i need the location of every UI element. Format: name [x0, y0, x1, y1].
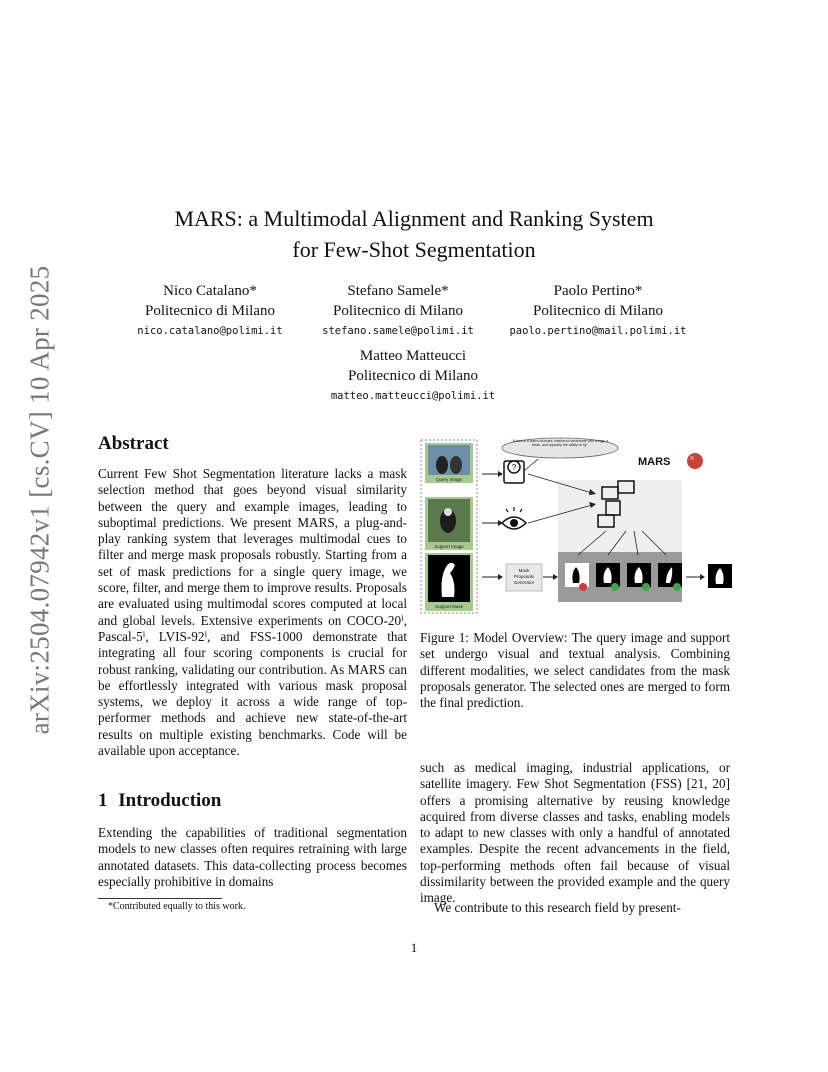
- accept-icon: [642, 583, 650, 591]
- title-line-2: for Few-Shot Segmentation: [292, 237, 536, 262]
- figure-caption: Figure 1: Model Overview: The query image and support set undergo visual and textual analysis. Combining different modalities, we select candidates from the mask proposals generator. The selected ones are merged to form the final prediction.: [420, 630, 730, 711]
- arxiv-text: arXiv:2504.07942v1 [cs.CV] 10 Apr 2025: [24, 265, 55, 735]
- author-affiliation: Politecnico di Milano: [333, 303, 463, 319]
- query-image-label: Query Image: [435, 477, 463, 482]
- accept-icon: [611, 583, 619, 591]
- title-line-1: MARS: a Multimodal Alignment and Ranking System: [174, 206, 654, 231]
- arxiv-identifier: [20, 260, 60, 740]
- author-1: [115, 281, 305, 341]
- query-image: [428, 445, 470, 475]
- introduction-body: Extending the capabilities of traditional segmentation models to new classes often requires retraining with large annotated datasets. This data-collecting process becomes especially prohibitive in domains: [98, 825, 407, 889]
- reject-icon: [579, 583, 587, 591]
- author-affiliation: Politecnico di Milano: [145, 303, 275, 319]
- footnote-rule: [98, 898, 222, 899]
- author-email[interactable]: stefano.samele@polimi.it: [322, 325, 474, 337]
- author-name: Stefano Samele*: [347, 283, 449, 299]
- mask-candidate: [627, 563, 651, 591]
- svg-text:?: ?: [511, 463, 517, 472]
- author-email[interactable]: matteo.matteucci@polimi.it: [330, 390, 496, 402]
- support-mask-label: Support Mask: [435, 604, 463, 609]
- right-column-text-2: We contribute to this research field by present-: [434, 900, 681, 915]
- introduction-heading: 1 Introduction: [98, 790, 222, 811]
- right-column-text: such as medical imaging, industrial applications, or satellite imagery. Few Shot Segmentation (FSS) [21, 20] offers a promising alternative by reusing knowledge acquired from diverse classes and tasks, enabling models to adapt to new classes with only a handful of annotated examples. Despite the recent advancements in the field, top-performing methods often fail because of visual dissimilarity between the provided example and the query image.: [420, 760, 730, 906]
- abstract-heading: Abstract: [98, 433, 169, 454]
- author-name: Matteo Matteucci: [359, 348, 467, 364]
- author-2: [303, 281, 493, 341]
- figure-1-overview: [420, 437, 740, 617]
- mask-candidate: [658, 563, 682, 591]
- bubble-text: "A bird is a warm-blooded, feathered vertebrate with wings, a beak, and typically the ability to fly": [511, 439, 609, 448]
- support-image-label: Support Image: [434, 544, 464, 549]
- mars-planet-icon: [687, 453, 703, 469]
- svg-text:Generator: Generator: [513, 580, 535, 585]
- paper-title: [100, 203, 728, 265]
- abstract-body: Current Few Shot Segmentation literature lacks a mask selection method that goes beyond visual similarity between the query and example images, leading to suboptimal predictions. We present MARS, a plug-and-play ranking system that leverages multimodal cues to filter and merge mask proposals robustly. Starting from a set of mask predictions for a single query image, we score, filter, and merge them to improve results. Proposals are evaluated using multimodal scores computed at local and global levels. Extensive experiments on COCO-20ⁱ, Pascal-5ⁱ, LVIS-92ⁱ, and FSS-1000 demonstrate that integrating all four scoring components is crucial for robust ranking, validating our contribution. As MARS can be effortlessly integrated with various mask proposal systems, we deploy it across a wide range of top-performer methods and achieve new state-of-the-art results on multiple existing benchmarks. Code will be available upon acceptance.: [98, 466, 407, 759]
- page-number: 1: [410, 940, 418, 955]
- eye-icon: [502, 507, 526, 529]
- accept-icon: [673, 583, 681, 591]
- puffin-icon: [436, 456, 448, 474]
- author-affiliation: Politecnico di Milano: [533, 303, 663, 319]
- svg-text:Mask: Mask: [518, 568, 530, 573]
- author-email[interactable]: paolo.pertino@mail.polimi.it: [509, 325, 687, 337]
- mars-logo: MARS: [638, 456, 671, 468]
- text-analysis-icon: [504, 461, 524, 483]
- author-email[interactable]: nico.catalano@polimi.it: [137, 325, 283, 337]
- footnote: *Contributed equally to this work.: [108, 901, 246, 912]
- svg-text:Proposals: Proposals: [513, 574, 535, 579]
- author-3: [498, 281, 698, 341]
- author-4: [313, 346, 513, 406]
- author-name: Paolo Pertino*: [553, 283, 643, 299]
- author-name: Nico Catalano*: [163, 283, 257, 299]
- mask-candidate: [596, 563, 620, 591]
- author-affiliation: Politecnico di Milano: [348, 368, 478, 384]
- mask-candidate: [565, 563, 589, 591]
